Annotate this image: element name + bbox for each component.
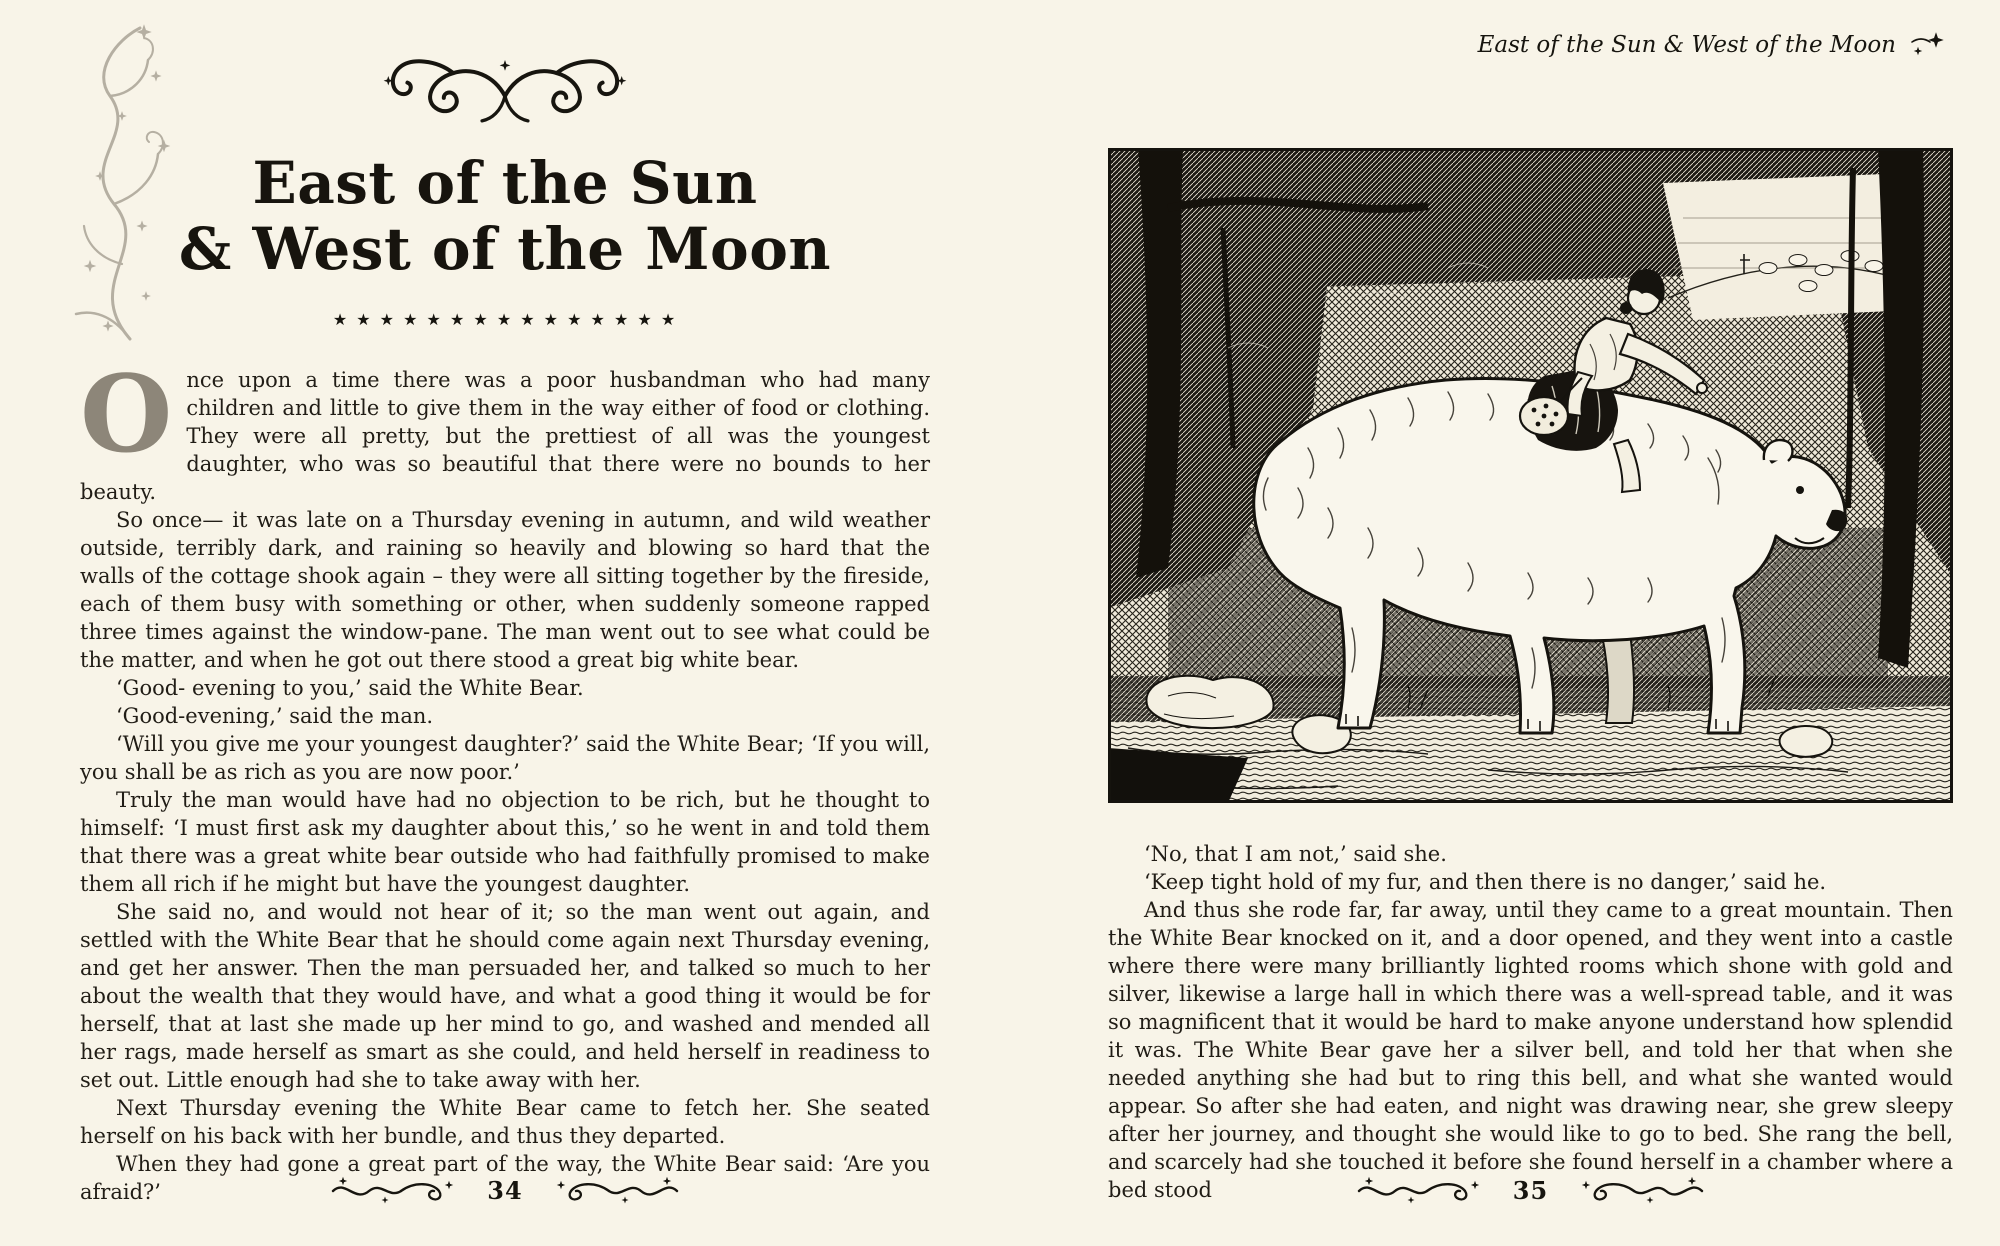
title-line-1: East of the Sun bbox=[252, 149, 758, 217]
paragraph: ‘Will you give me your youngest daughter?’ said the White Bear; ‘If you will, you shall be as rich as you are now poor.’ bbox=[80, 732, 930, 784]
footer-flourish-icon bbox=[553, 1173, 683, 1207]
paragraph: When they had gone a great part of the way, the White Bear said: ‘Are you afraid?’ bbox=[80, 1152, 930, 1204]
footer-flourish-icon bbox=[1353, 1173, 1483, 1207]
paragraph: She said no, and would not hear of it; so the man went out again, and settled with the White Bear that he should come again next Thursday evening, and get her answer. Then the man persuaded her, and talked so much to her about the wealth that they would have, and what a good thing it would be for herself, that at last she made up her mind to go, and washed and mended all her rags, made herself as smart as she could, and held herself in readiness to set out. Little enough had she to take away with her. bbox=[80, 900, 930, 1092]
paragraph: ‘Keep tight hold of my fur, and then there is no danger,’ said he. bbox=[1144, 870, 1827, 894]
white-bear-engraving-icon bbox=[1108, 148, 1953, 803]
star-divider: ★ ★ ★ ★ ★ ★ ★ ★ ★ ★ ★ ★ ★ ★ ★ bbox=[332, 310, 678, 329]
running-header-text: East of the Sun & West of the Moon bbox=[1477, 32, 1896, 58]
running-header bbox=[1478, 30, 1948, 60]
paragraph: ‘Good-evening,’ said the man. bbox=[116, 704, 434, 728]
paragraph: ‘Good- evening to you,’ said the White Bear. bbox=[116, 676, 584, 700]
story-text-right bbox=[1108, 840, 1953, 1204]
title-line-2: & West of the Moon bbox=[178, 215, 832, 283]
page-title bbox=[80, 150, 930, 282]
left-footer bbox=[80, 1168, 930, 1212]
paragraph: And thus she rode far, far away, until they came to a great mountain. Then the White Bear knocked on it, and a door opened, and they went into a castle where there were many brilliantly lighted rooms which shone with gold and silver, likewise a large hall in which there was a well-spread table, and it was so magnificent that it would be hard to make anyone understand how splendid it was. The White Bear gave her a silver bell, and told her that when she needed anything she had but to ring this bell, and what she wanted would appear. So after she had eaten, and night was drawing near, she grew sleepy after her journey, and thought she would like to go to bed. She rang the bell, and scarcely had she touched it before she found herself in a chamber where a bed stood bbox=[1108, 898, 1953, 1202]
title-flourish-icon bbox=[365, 52, 645, 140]
footer-flourish-icon bbox=[1578, 1173, 1708, 1207]
story-text-left bbox=[80, 351, 930, 1206]
page-number: 34 bbox=[487, 1175, 523, 1205]
page-number: 35 bbox=[1512, 1175, 1549, 1205]
paragraph: Next Thursday evening the White Bear came to fetch her. She seated herself on his back with her bundle, and thus they departed. bbox=[80, 1096, 930, 1148]
paragraph: So once— it was late on a Thursday evening in autumn, and wild weather outside, terribly dark, and raining so heavily and blowing so hard that the walls of the cottage shook again – they were all sitting together by the fireside, each of them busy with something or other, when suddenly someone rapped three times against the window-pane. The man went out to see what could be the matter, and when he got out there stood a great big white bear. bbox=[80, 508, 930, 672]
illustration-girl-riding-white-bear bbox=[1108, 148, 1953, 803]
right-page bbox=[1000, 0, 2000, 1246]
paragraph: ‘No, that I am not,’ said she. bbox=[1144, 842, 1447, 866]
paragraph bbox=[80, 351, 930, 506]
paragraph: Truly the man would have had no objection to be rich, but he thought to himself: ‘I must first ask my daughter about this,’ so he went in and told them that there was a great white bear outside who had faithfully promised to make them all rich if he might but have the youngest daughter. bbox=[80, 788, 930, 896]
paragraph-text: nce upon a time there was a poor husbandman who had many children and little to give them in the way either of food or clothing. They were all pretty, but the prettiest of all was the youngest daughter, who was so beautiful that there were no bounds to her beauty. bbox=[80, 368, 930, 504]
header-stars-icon bbox=[1908, 30, 1948, 60]
right-footer bbox=[1108, 1168, 1953, 1212]
drop-cap: O bbox=[80, 351, 173, 476]
footer-flourish-icon bbox=[327, 1173, 457, 1207]
